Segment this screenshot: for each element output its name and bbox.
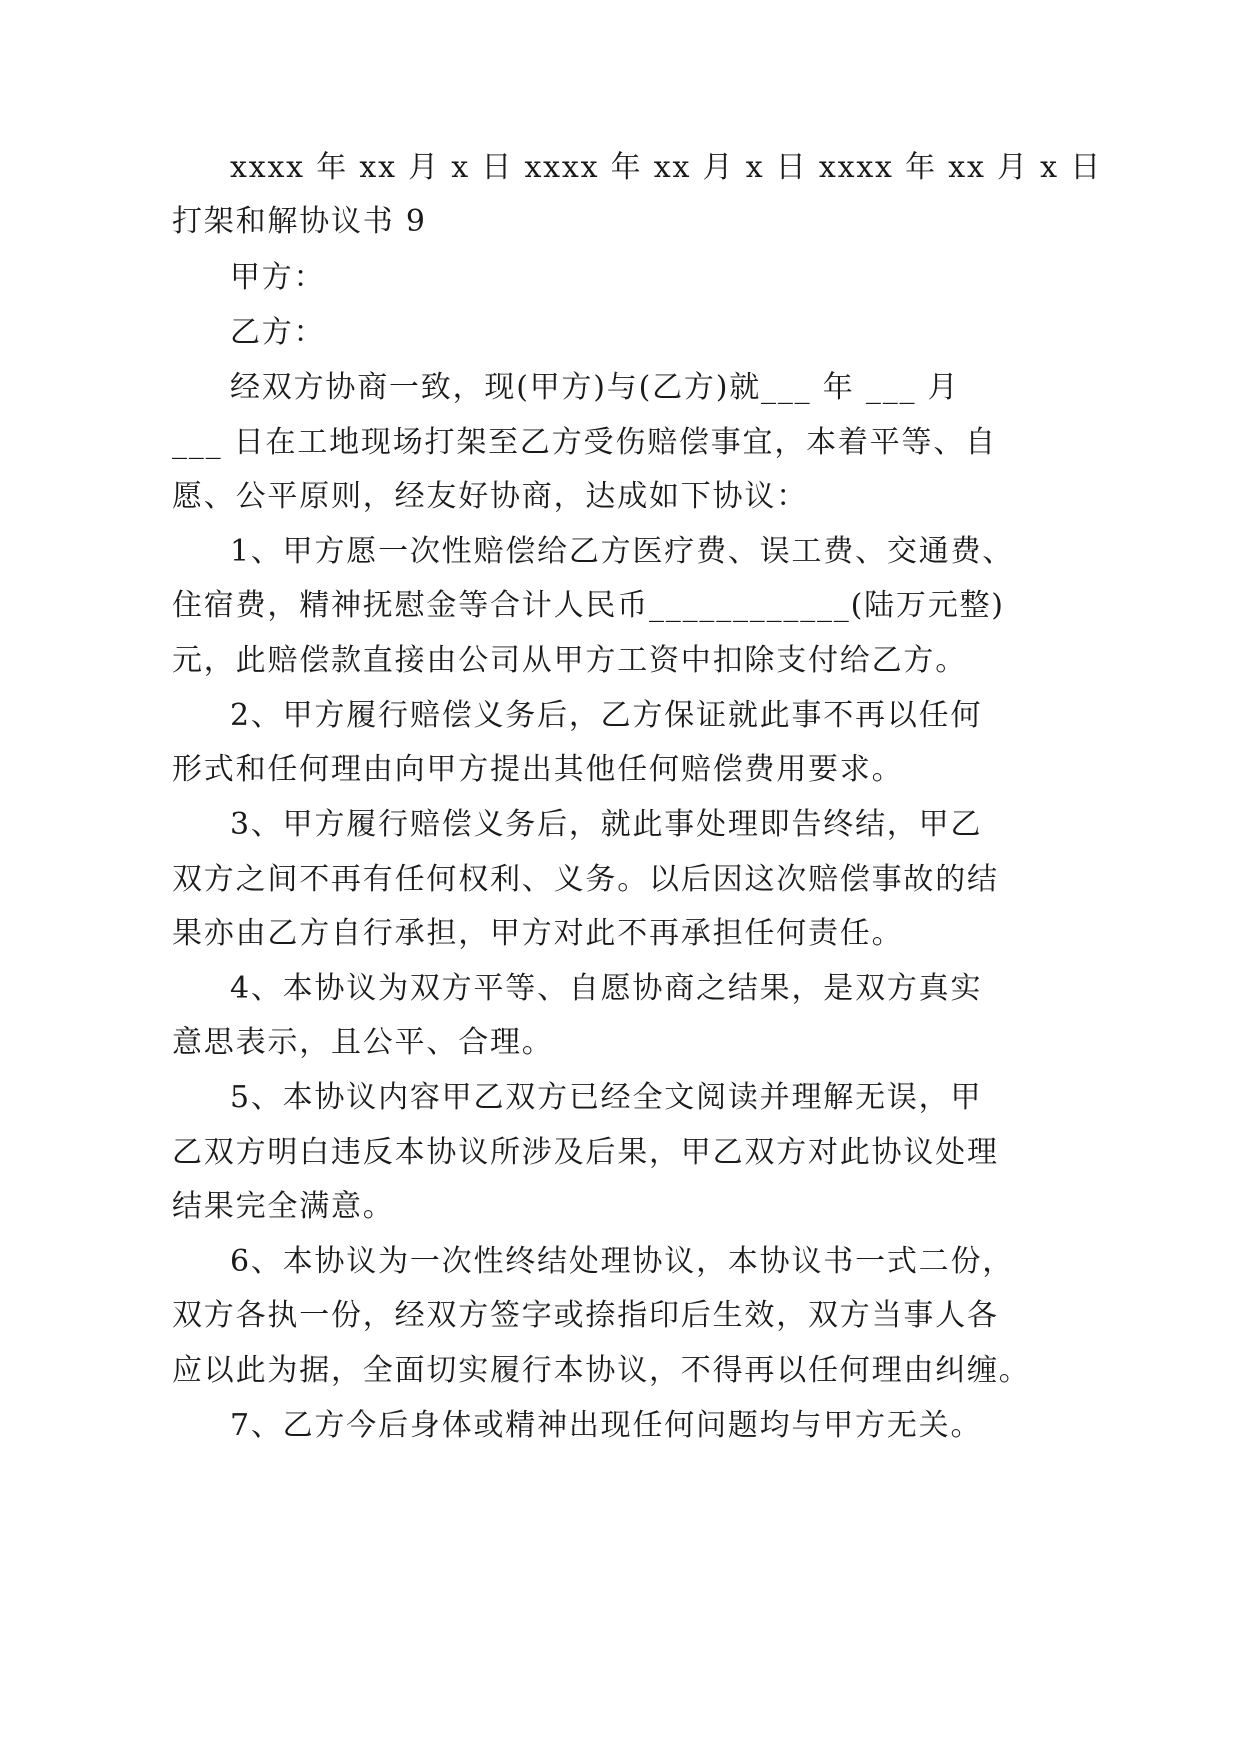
- clause-3-line-2: 双方之间不再有任何权利、义务。以后因这次赔偿事故的结: [172, 862, 999, 897]
- party-b-label: 乙方：: [230, 315, 326, 350]
- clause-3-line-1: 3、甲方履行赔偿义务后，就此事处理即告终结，甲乙: [230, 807, 983, 842]
- clause-6-line-2: 双方各执一份，经双方签字或捺指印后生效，双方当事人各: [172, 1298, 999, 1333]
- clause-6-line-1: 6、本协议为一次性终结处理协议，本协议书一式二份，: [230, 1244, 1015, 1279]
- clause-4-line-1: 4、本协议为双方平等、自愿协商之结果，是双方真实: [230, 971, 983, 1006]
- intro-line-3: 愿、公平原则，经友好协商，达成如下协议：: [172, 479, 808, 514]
- clause-5-line-1: 5、本协议内容甲乙双方已经全文阅读并理解无误，甲: [230, 1080, 983, 1115]
- clause-7-line-1: 7、乙方今后身体或精神出现任何问题均与甲方无关。: [230, 1408, 983, 1443]
- party-a-label: 甲方：: [230, 260, 326, 295]
- clause-5-line-3: 结果完全满意。: [172, 1189, 395, 1224]
- intro-line-2: ___ 日在工地现场打架至乙方受伤赔偿事宜，本着平等、自: [172, 425, 997, 460]
- intro-line-1: 经双方协商一致，现(甲方)与(乙方)就___ 年 ___ 月: [230, 370, 960, 405]
- clause-2-line-2: 形式和任何理由向甲方提出其他任何赔偿费用要求。: [172, 752, 904, 787]
- clause-3-line-3: 果亦由乙方自行承担，甲方对此不再承担任何责任。: [172, 916, 904, 951]
- clause-5-line-2: 乙双方明白违反本协议所涉及后果，甲乙双方对此协议处理: [172, 1135, 999, 1170]
- document-title: 打架和解协议书 9: [172, 204, 427, 239]
- clause-2-line-1: 2、甲方履行赔偿义务后，乙方保证就此事不再以任何: [230, 698, 983, 733]
- clause-1-line-2: 住宿费，精神抚慰金等合计人民币____________(陆万元整): [172, 588, 1005, 623]
- clause-1-line-3: 元，此赔偿款直接由公司从甲方工资中扣除支付给乙方。: [172, 643, 967, 678]
- clause-1-line-1: 1、甲方愿一次性赔偿给乙方医疗费、误工费、交通费、: [230, 534, 1015, 569]
- clause-4-line-2: 意思表示，且公平、合理。: [172, 1025, 554, 1060]
- date-line: xxxx 年 xx 月 x 日 xxxx 年 xx 月 x 日 xxxx 年 xx 月 x 日: [230, 150, 1103, 185]
- clause-6-line-3: 应以此为据，全面切实履行本协议，不得再以任何理由纠缠。: [172, 1353, 1031, 1388]
